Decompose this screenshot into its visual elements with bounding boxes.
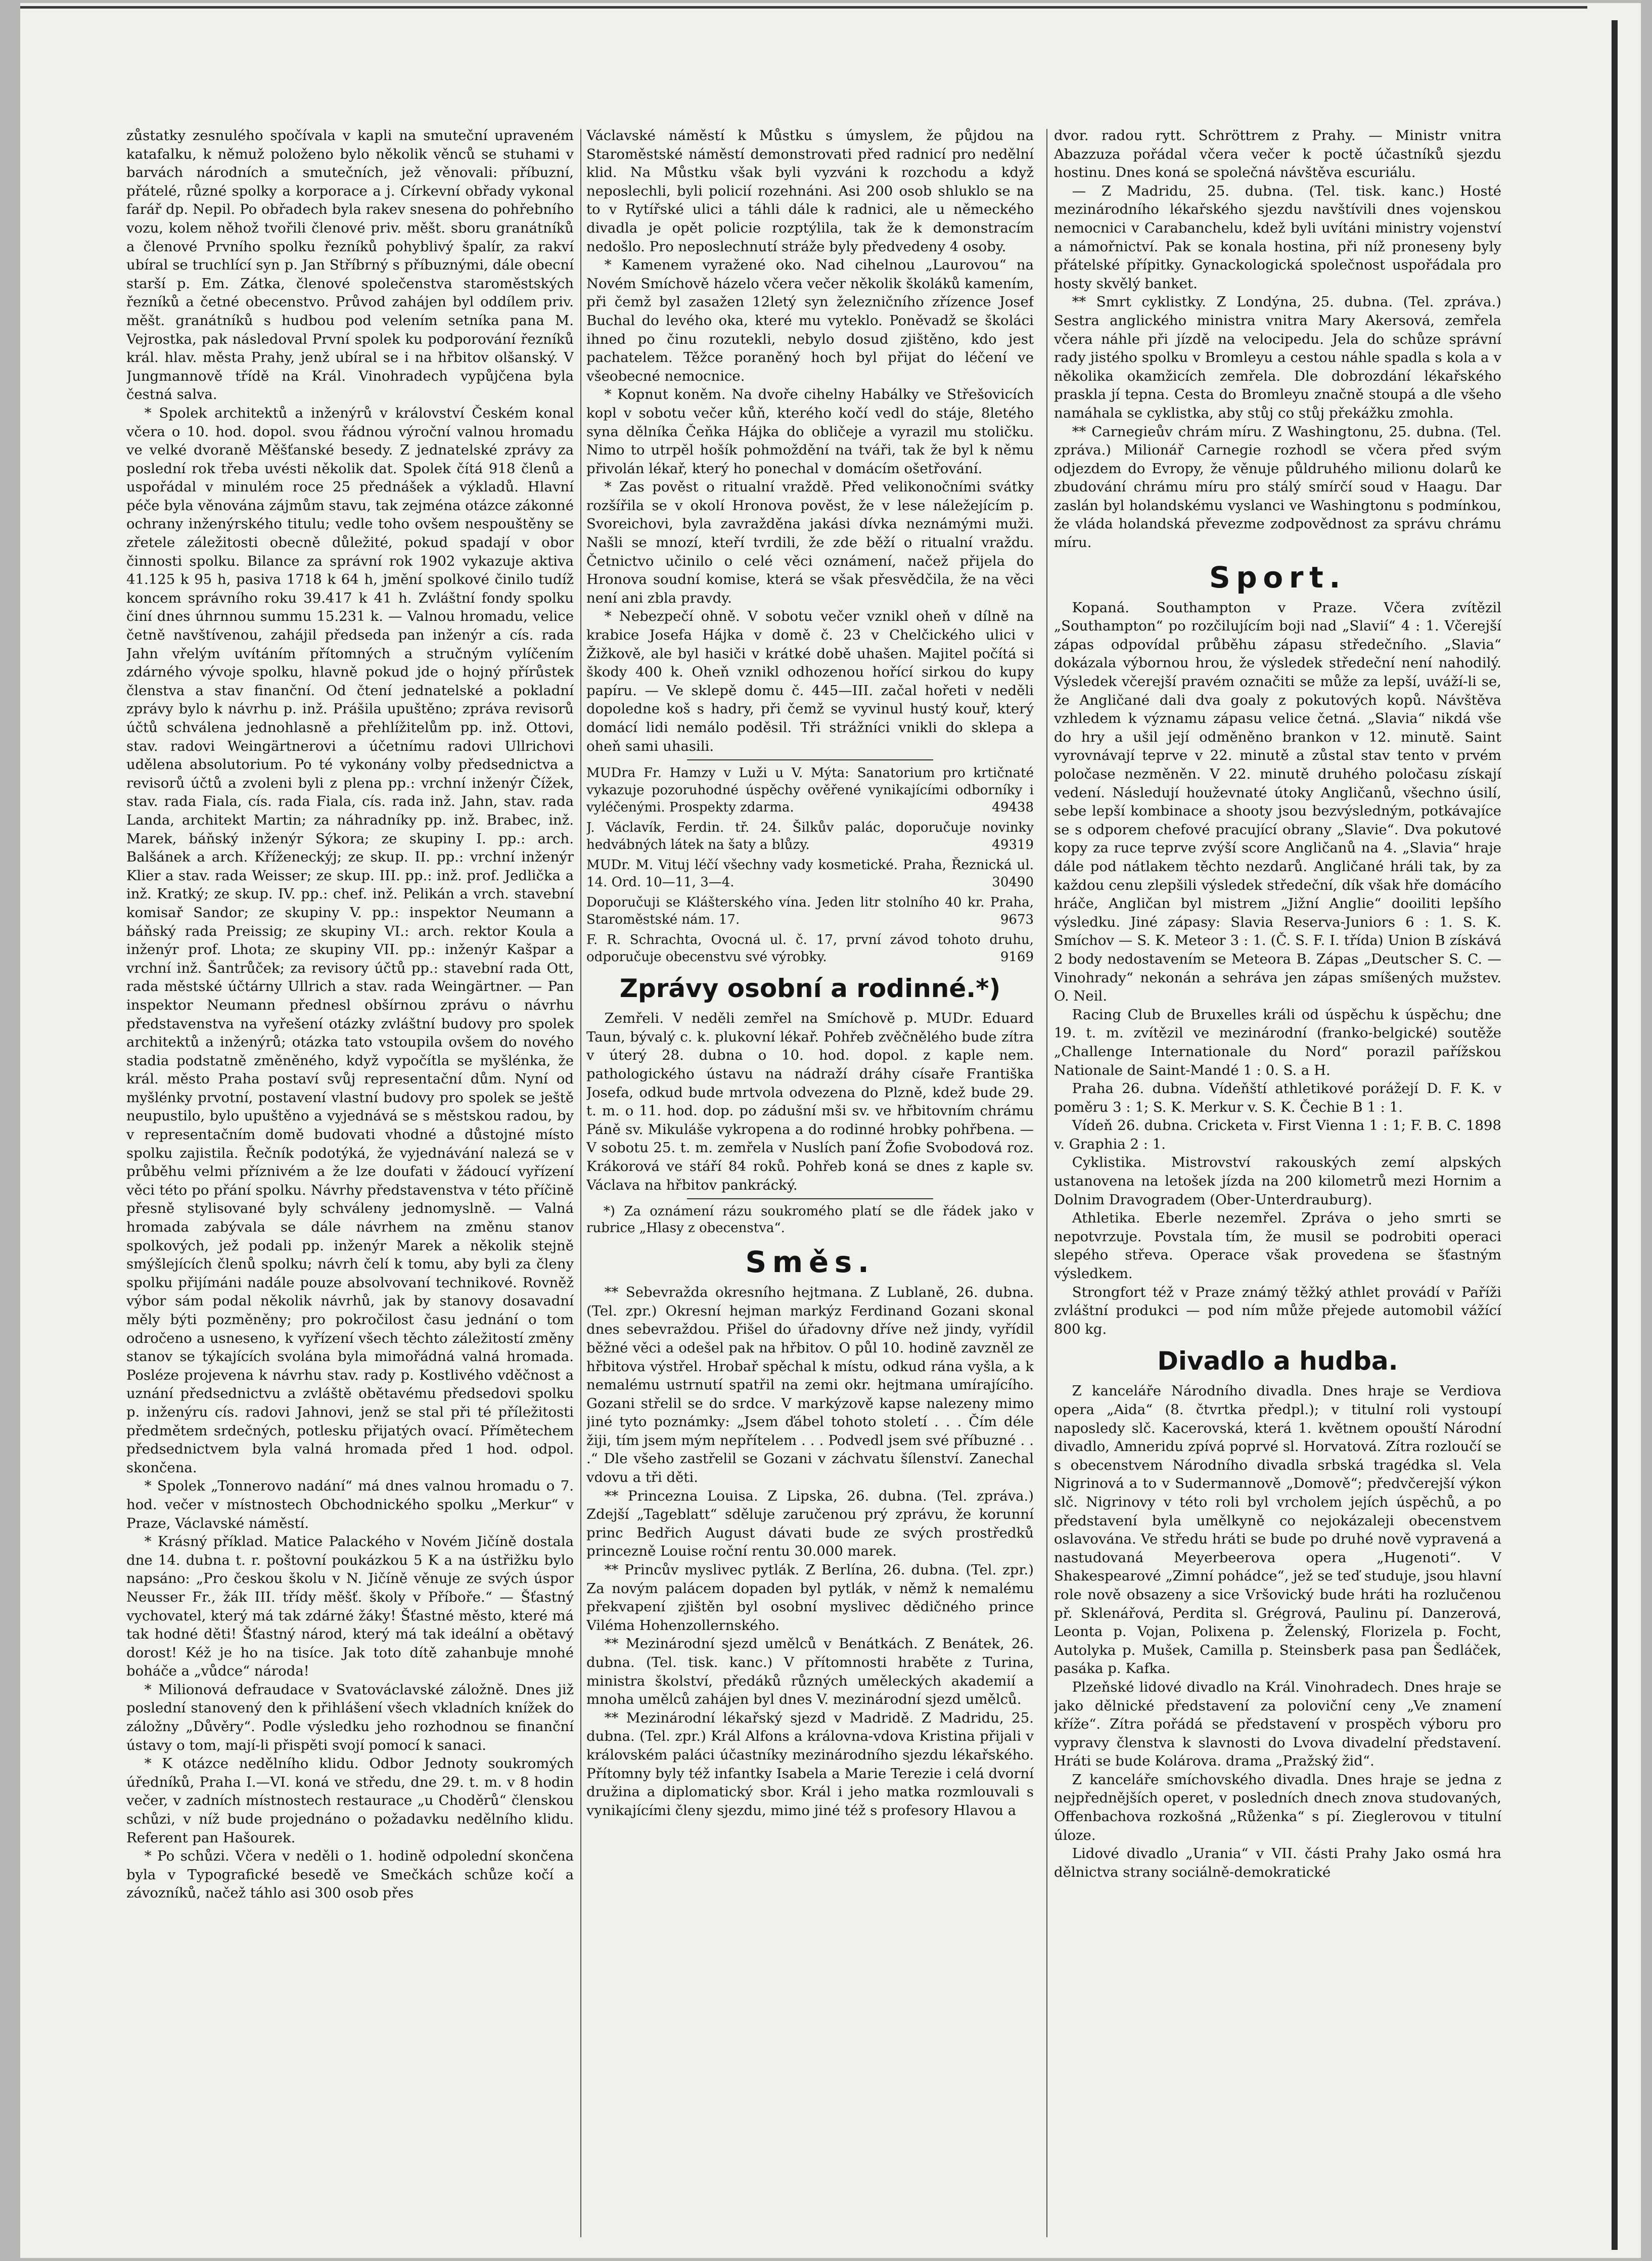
article-paragraph: Cyklistika. Mistrovství rakouských zemí alpských ustanovena na letošek jízda na 200 kilometrů mezi Hornim a Dolnim Dravogradem (Ober-Unterdrauburg). <box>1054 1154 1501 1208</box>
section-heading-personal: Zprávy osobní a rodinné.*) <box>619 974 1001 1004</box>
ad-number: 9169 <box>1000 949 1034 965</box>
advertisement <box>586 856 1034 891</box>
ad-number: 9673 <box>1000 912 1034 928</box>
article-paragraph: * Milionová defraudace v Svatováclavské záložně. Dnes již poslední stanovený den k přihlášení všech vkladních knížek do záložny „Důvěry“. Podle výsledku jeho rozhodnou se finanční ústavy o tom, mají-li přispěti svojí pomocí k sanaci. <box>126 1681 574 1753</box>
ad-text: Doporučuji se Klášterského vína. Jeden litr stolního 40 kr. Praha, Staroměstské nám. 17. <box>586 895 1034 928</box>
article-paragraph: * Krásný příklad. Matice Palackého v Novém Jičíně dostala dne 14. dubna t. r. poštovní poukázkou 5 K a na ústřižku bylo napsáno: „Pro českou školu v N. Jičíně věnuje ze svých úspor Neusser Fr., žák III. třídy měšť. školy v Příboře.“ — Šťastný vychovatel, který má tak zdárné žáky! Šťastné město, které má tak hodné děti! Šťastný národ, který má tak ideální a obětavý dorost! Kéž je ho na tisíce. Jak toto dítě zahanbuje mnohé boháče a „vůdce“ národa! <box>126 1533 574 1680</box>
ad-number: 49319 <box>992 837 1034 853</box>
article-paragraph: Lidové divadlo „Urania“ v VII. části Prahy Jako osmá hra dělnictva strany sociálně-demokratické <box>1054 1845 1501 1880</box>
article-paragraph: * Zas pověst o ritualní vraždě. Před velikonočními svátky rozšířila se v okolí Hronova pověst, že v lese náležejícím p. Svoreichovi, byla zavražděna jakási dívka neznámými muži. Našli se mnozí, kteří tvrdili, že zde běží o ritualní vraždu. Četnictvo učinilo o celé věci oznámení, načež přijela do Hronova soudní komise, která se však přesvědčila, že na věci není ani zbla pravdy. <box>586 479 1034 606</box>
article-paragraph: * Kamenem vyražené oko. Nad cihelnou „Laurovou“ na Novém Smíchově házelo včera večer několik školáků kamením, při čemž byl zasažen 12letý syn železničního zřízence Josef Buchal do levého oka, které mu vyteklo. Poněvadž se školáci ihned po činu rozutekli, nebylo dosud zjištěno, kdo jest pachatelem. Těžce poraněný hoch byl přijat do léčení ve všeobecné nemocnice. <box>586 257 1034 384</box>
advertisement <box>586 764 1034 816</box>
article-paragraph: ** Princův myslivec pytlák. Z Berlína, 26. dubna. (Tel. zpr.) Za novým palácem dopaden byl pytlák, v němž k nemalému překvapení zjištěn byl osobní myslivec dědičného prince Viléma Hohenzollernského. <box>586 1562 1034 1634</box>
advertisement <box>586 931 1034 966</box>
column-1 <box>126 126 574 2240</box>
article-paragraph: Z kanceláře smíchovského divadla. Dnes hraje se jedna z nejpřednějších operet, v posledních dnech znova studovaných, Offenbachova rozkošná „Růženka“ s pí. Zieglerovou v titulní úloze. <box>1054 1771 1501 1843</box>
article-paragraph: Athletika. Eberle nezemřel. Zpráva o jeho smrti se nepotvrzuje. Povstala tím, že musil se podrobiti operaci slepého střeva. Operace však provedena se šťastným výsledkem. <box>1054 1210 1501 1282</box>
article-paragraph: ** Mezinárodní sjezd umělců v Benátkách. Z Benátek, 26. dubna. (Tel. tisk. kanc.) V přítomnosti hraběte z Turina, ministra školství, předáků různých uměleckých akademií a mnoha umělců zahájen byl dnes V. mezinárodní sjezd umělců. <box>586 1636 1034 1708</box>
article-paragraph: ** Sebevražda okresního hejtmana. Z Lublaně, 26. dubna. (Tel. zpr.) Okresní hejman markýz Ferdinand Gozani skonal dnes sebevraždou. Přišel do úřadovny dříve než jindy, vyřídil běžné věci a odešel pak na hřbitov. O půl 10. hodině zavzněl ze hřbitova výstřel. Hrobař spěchal k místu, odkud rána vyšla, a k nemalému ustrnutí spatřil na zemi okr. hejtmana umírajícího. Gozani střelil se do srdce. V markýzově kapse nalezeny mimo jiné tyto poznámky: „Jsem ďábel tohoto století . . . Čím déle žiji, tím jsem mým nepřítelem . . . Podvedl jsem své příbuzné . . .“ Dle všeho zastřelil se Gozani v záchvatu šílenství. Zanechal vdovu a tři děti. <box>586 1284 1034 1486</box>
article-paragraph: ** Mezinárodní lékařský sjezd v Madridě. Z Madridu, 25. dubna. (Tel. zpr.) Král Alfons a královna-vdova Kristina přijali v královském paláci účastníky mezinárodního sjezdu lékařského. Přítomny byly též infantky Isabela a Marie Terezie i celá dvorní družina a diplomatický sbor. Král i jeho matka rozmlouvali s vynikajícími členy sjezdu, mimo jiné též s profesory Hlavou a <box>586 1709 1034 1819</box>
page-edge-shadow <box>1612 20 1618 2250</box>
ad-text: F. R. Schrachta, Ovocná ul. č. 17, první závod tohoto druhu, odporučuje obecenstvu své výrobky. <box>586 932 1034 965</box>
article-paragraph: Plzeňské lidové divadlo na Král. Vinohradech. Dnes hraje se jako dělnické představení za poloviční ceny „Ve znamení kříže“. Zítra pořádá se představení v prospěch výboru pro vypravy členstva k slavnosti do Lvova divadelní představení. Hráti se bude Kolárova. drama „Pražský žid“. <box>1054 1679 1501 1770</box>
article-paragraph: Z kanceláře Národního divadla. Dnes hraje se Verdiova opera „Aida“ (8. čtvrtka předpl.); v titulní roli vystoupí naposledy slč. Kacerovská, která 1. květnem opouští Národní divadlo, Amneridu zpívá poprvé sl. Horvatová. Zítra rozloučí se s obecenstvem Národního divadla srbská tragédka sl. Vela Nigrinová a to v Sudermannově „Domově“; předvčerejší výkon slč. Nigrinovy v této roli byl vrcholem jejích úspěchů, a po představení byla umělkyně co nejokázaleji obecenstvem oslavována. Ve středu hráti se bude po druhé nově vypravená a nastudovaná Meyerbeerova opera „Hugenoti“. V Shakespearové „Zimní pohádce“, jež se teď studuje, jsou hlavní role nově obsazeny a sice Vršovický bude hráti ha rozlučenou př. Sklenářová, Perdita sl. Grégrová, Paulinu pí. Danzerová, Leonta p. Vojan, Polixena p. Želenský, Florizela p. Focht, Autolyka p. Mušek, Camilla p. Steinsberk pasa pan Šedláček, pasáka p. Kafka. <box>1054 1383 1501 1677</box>
article-paragraph: Strongfort též v Praze známý těžký athlet provádí v Paříži zvláštní produkci — pod ním může přejede automobil vážící 800 kg. <box>1054 1284 1501 1337</box>
article-paragraph: Zemřeli. V neděli zemřel na Smíchově p. MUDr. Eduard Taun, bývalý c. k. plukovní lékař. Pohřeb zvěčnělého bude zítra v úterý 28. dubna o 10. hod. dopol. z kaple nem. pathologického ústavu na nádraží dráhy císaře Františka Josefa, odkud bude mrtvola odvezena do Plzně, kdež bude 29. t. m. o 11. hod. dop. po zádušní mši sv. ve hřbitovním chrámu Páně sv. Mikuláše vykropena a do rodinné hrobky pohřbena. — V sobotu 25. t. m. zemřela v Nuslích paní Žofie Svobodová roz. Krákorová ve stáří 84 roků. Pohřeb koná se dnes z kaple sv. Václava na hřbitov pankrácký. <box>586 1010 1034 1193</box>
article-paragraph: ** Smrt cyklistky. Z Londýna, 25. dubna. (Tel. zpráva.) Sestra anglického ministra vnitra Mary Akersová, zemřela včera náhle při jízdě na velocipedu. Jela do schůze správní rady jistého spolku v Bromleyu a cestou náhle spadla s kola a v několika okamžicích zemřela. Dle dobrozdání lékařského praskla jí tepna. Cesta do Bromleyu značně stoupá a dle všeho namáhala se cyklistka, aby stůj co stůj překážku zmohla. <box>1054 294 1501 421</box>
divider <box>687 1198 933 1199</box>
article-paragraph: * Nebezpečí ohně. V sobotu večer vznikl oheň v dílně na krabice Josefa Hájka v domě č. 23 v Chelčického ulici v Žižkově, ale byl hasiči v krátké době uhašen. Majitel počítá si škody 400 k. Oheň vznikl odhozenou hořící sirkou do kupy papíru. — Ve sklepě domu č. 445—III. začal hořeti v neděli dopoledne koš s hadry, při čemž se vyvinul hustý kouř, který domácí lidi nemálo poděsil. Tři strážníci vnikli do sklepa a oheň sami uhasili. <box>586 608 1034 754</box>
article-paragraph: dvor. radou rytt. Schröttrem z Prahy. — Ministr vnitra Abazzuza pořádal včera večer k poctě účastníků sjezdu hostinu. Dnes koná se společná návštěva escuriálu. <box>1054 127 1501 181</box>
article-paragraph: * Kopnut koněm. Na dvoře cihelny Habálky ve Střešovicích kopl v sobotu večer kůň, kterého kočí vedl do stáje, 8letého syna dělníka Čeňka Hájka do obličeje a vyrazil mu stoličku. Nimo to utrpěl hošík pohmoždění na tváři, tak že byl k němu přivolán lékař, který ho ponechal v domácím ošetřování. <box>586 386 1034 477</box>
footnote: *) Za oznámení rázu soukromého platí se dle řádek jako v rubrice „Hlasy z obecenstva“. <box>586 1204 1034 1236</box>
article-paragraph: Kopaná. Southampton v Praze. Včera zvítězil „Southampton“ po rozčilujícím boji nad „Slavií“ 4 : 1. Včerejší zápas odpovídal průběhu zápasu středečního. „Slavia“ dokázala výbornou hrou, že výsledek středeční není nahodilý. Výsledek včerejší pravém označiti se může za lepší, uváží-li se, že Angličané dali dva goaly z pokutových kopů. Návštěva vzhledem k významu zápasu velice četná. „Slavia“ nikdá vše do hry a ušil její odměněno brankon v 12. minutě. Saint vyrovnávají teprve v 22. minutě a zůstal stav tento v prvém poločase nezměněn. V 22. minutě druhého poločasu získají vedení. Následují houževnaté útoky Angličanů, všechno úsilí, sebe lepší kombinace a shooty jsou bezvýsledným, potkávajíce se s odporem chefové pracující obrany „Slavie“. Dva pokutové kopy za ruce teprve zvýší score Angličanů na 4. „Slavia“ hraje dále pod nátlakem těchto nezdarů. Angličané hráli tak, by za každou cenu zlepšili výsledek středeční, dík však hře domácího hráče, Angličan byl mistrem „Jižní Anglie“ dooiliti lepšího výsledku. Jiné zápasy: Slavia Reserva-Juniors 6 : 1. S. K. Smíchov — S. K. Meteor 3 : 1. (Č. S. F. I. třída) Union B získává 2 body nedostavením se Meteora B. Zápas „Deutscher S. C. — Vinohrady“ nekonán a sehráva jen zápas smíšených mužstev. O. Neil. <box>1054 599 1501 1005</box>
article-paragraph: ** Princezna Louisa. Z Lipska, 26. dubna. (Tel. zpráva.) Zdejší „Tageblatt“ sděluje zaručenou prý zprávu, že korunní princ Bedřich August dávati bude ze svých prostředků princezně Louise roční rentu 30.000 marek. <box>586 1487 1034 1560</box>
ad-number: 49438 <box>992 800 1034 816</box>
article-paragraph: * Spolek architektů a inženýrů v království Českém konal včera o 10. hod. dopol. svou řádnou výroční valnou hromadu ve velké dvoraně Měšťanské besedy. Z jednatelské zprávy za poslední rok třeba uvésti několik dat. Spolek čítá 918 členů a uspořádal v minulém roce 25 přednášek a výkladů. Hlavní péče byla věnována zájmům stavu, tak zejména otázce zákonné ochrany inženýrského titulu; vedle toho ovšem nespouštěny se zřetele záležitosti obecně důležité, pokud spadají v obor činnosti spolku. Bilance za správní rok 1902 vykazuje aktiva 41.125 k 95 h, pasiva 1718 k 64 h, jmění spolkové činilo tudíž koncem správního roku 39.417 k 41 h. Zvláštní fondy spolku činí dnes úhrnnou summu 15.231 k. — Valnou hromadu, velice četně navštívenou, zahájil předseda pan inženýr a cís. rada Jahn vřelým uvítáním přítomných a stručným vylíčením zdárného vývoje spolku, hlavně pokud jde o hojný přírůstek členstva a stav finanční. Od čtení jednatelské a pokladní zprávy bylo k návrhu p. inž. Prášila upuštěno; zpráva revisorů účtů schválena jednohlasně a přehlížitelům pp. inž. Ottovi, stav. radovi Weingärtnerovi a účetnímu radovi Ullrichovi udělena absolutorium. Po té vykonány volby předsednictva a revisorů účtů a zvoleni byli z plena pp.: vrchní inženýr Čížek, stav. rada Fiala, cís. rada Fiala, cís. rada inž. Jahn, stav. rada Landa, architekt Martin; za náhradníky pp. inž. Brabec, inž. Marek, báňský inženýr Sýkora; ze skupiny I. pp.: arch. Balšánek a arch. Kříženeckýj; ze skup. II. pp.: vrchní inženýr Klier a stav. rada Weisser; ze skup. III. pp.: inž. prof. Jedlička a inž. Kratký; ze skup. IV. pp.: chef. inž. Pelikán a vrch. stavební komisař Sandor; ze skupiny V. pp.: inspektor Neumann a báňský rada Preissig; ze skupiny VI.: arch. rektor Koula a inženýr prof. Lhota; ze skupiny VII. pp.: inženýr Kašpar a vrchní inž. Šantrůček; za revisory účtů pp.: stavební rada Ott, rada městské účtárny Ullrich a stav. rada Weingärtner. — Pan inspektor Neumann přednesl obšírnou zprávu o návrhu představenstva na vyřešení otázky zvláštní budovy pro spolek architektů a inženýrů; otázka tato vstoupila ovšem do nového stadia podstatně změněného, když vypočítla se myšlénka, že král. město Praha postaví svůj representační dům. Nyní od myšlénky prvotní, postavení vlastní budovy pro spolek se ještě neupustilo, bylo upuštěno a vyjednává se s městskou radou, by v representačním domě budovati vhodné a důstojné místo spolku zajistila. Řečník podotýká, že vyjednávání nalezá se v průběhu velmi příznivém a že lze doufati v žádoucí vyřízení věci této po přání spolku. Návrhy představenstva v této příčině přesně stylisované byly schváleny jednomyslně. — Valná hromada zabývala se dále návrhem na změnu stanov spolkových, jež podali pp. inženýr Marek a několik stejně smýšlejících členů spolku; návrh čelí k tomu, aby byli za členy spolku přijímáni nadále pouze absolvovaní technikové. Rovněž výbor sám podal několik návrhů, jak by stanovy dosavadní měly býti pozměněny; pro pokročilost času jednání o tom odročeno a usneseno, k vyřízení všech těchto záležitostí změny stanov se týkajících svolána byla mimořádná valná hromada. Posléze projevena k návrhu stav. rady p. Kostlivého vděčnost a uznání předsednictvu a zvláště obětavému předsedovi spolku p. inženýru cís. radovi Jahnovi, jenž se stal při té příležitosti předmětem srdečných, potlesku přijatých ovací. Přímětechem předsednictvem byla valná hromada před 1 hod. odpol. skončena. <box>126 404 574 1476</box>
section-heading-sport: Sport. <box>1209 560 1347 595</box>
ad-text: MUDr. M. Vituj léčí všechny vady kosmetické. Praha, Řeznická ul. 14. Ord. 10—11, 3—4. <box>586 857 1034 890</box>
article-paragraph: — Z Madridu, 25. dubna. (Tel. tisk. kanc.) Hosté mezinárodního lékařského sjezdu navštívili dnes vojenskou nemocnici v Carabanchelu, kdež byli uvítáni ministry vojenství a námořnictví. Pak se konala hostina, při níž proneseny byly přátelské přípitky. Gynackologická společnost uspořádala pro hosty skvělý banket. <box>1054 183 1501 292</box>
article-paragraph: ** Carnegieův chrám míru. Z Washingtonu, 25. dubna. (Tel. zpráva.) Milionář Carnegie rozhodl se včera před svým odjezdem do Evropy, že věnuje půldruhého milionu dolarů ke zbudování chrámu míru pro stálý smírčí soud v Haagu. Dar zaslán byl holandskému vyslanci ve Washingtonu s podmínkou, že vláda holandská převezme zodpovědnost za správu chrámu míru. <box>1054 423 1501 551</box>
column-3 <box>1054 126 1501 2240</box>
advertisement <box>586 894 1034 928</box>
column-rule <box>1046 129 1047 2237</box>
advertisement <box>586 819 1034 853</box>
top-border-line <box>20 6 1587 9</box>
article-paragraph: Václavské náměstí k Můstku s úmyslem, že půjdou na Staroměstské náměstí demonstrovati před radnicí pro nedělní klid. Na Můstku však byli vyzváni k rozchodu a když neposlechli, byli policií rozehnáni. Asi 200 osob shluklo se na to v Rytířské ulici a táhli dále k radnici, ale u německého divadla je opět policie rozptýlila, tak že k demonstracím nedošlo. Pro neposlechnutí stráže byly předvedeny 4 osoby. <box>586 127 1034 255</box>
ad-number: 30490 <box>992 875 1034 890</box>
article-paragraph: * K otázce nedělního klidu. Odbor Jednoty soukromých úředníků, Praha I.—VI. koná ve středu, dne 29. t. m. v 8 hodin večer, v zadních místnostech restaurace „u Choděrů“ členskou schůzi, v níž bude projednáno o požadavku nedělního klidu. Referent pan Hašourek. <box>126 1755 574 1846</box>
ad-text: J. Václavík, Ferdin. tř. 24. Šilkův palác, doporučuje novinky hedvábných látek na šaty a blůzy. <box>586 820 1034 853</box>
article-paragraph: Racing Club de Bruxelles králi od úspěchu k úspěchu; dne 19. t. m. zvítězil ve mezinárodní (franko-belgické) soutěže „Challenge Internationale du Nord“ porazil pařížskou Nationale de Saint-Mandé 1 : 0. S. a H. <box>1054 1006 1501 1078</box>
divider <box>687 759 933 760</box>
article-paragraph: zůstatky zesnulého spočívala v kapli na smuteční upraveném katafalku, k němuž položeno bylo několik věnců se stuhami v barvách národních a smutečních, jež věnovali: příbuzní, přátelé, různé spolky a korporace a j. Církevní obřady vykonal farář dp. Nepil. Po obřadech byla rakev snesena do pohřebního vozu, kolem něhož tvořili členové priv. měšt. sboru granátníků a členové Prvního spolku řezníků pohyblivý špalír, za rakví ubíral se truchlící syn p. Jan Stříbrný s příbuznými, dále obecní starší p. Em. Zátka, členové společenstva staroměstských řezníků a četné obecenstvo. Průvod zahájen byl oddílem priv. měšt. granátníků s hudbou pod velením setníka pana M. Vejrostka, pak následoval První spolek ku podporování řezníků král. hlav. města Prahy, jenž ubíral se i na hřbitov olšanský. V Jungmannově třídě na Král. Vinohradech vypůjčena byla čestná salva. <box>126 127 574 403</box>
article-paragraph: Vídeň 26. dubna. Cricketa v. First Vienna 1 : 1; F. B. C. 1898 v. Graphia 2 : 1. <box>1054 1117 1501 1152</box>
section-heading-smes: Směs. <box>745 1245 875 1280</box>
article-paragraph: Praha 26. dubna. Vídeňští athletikové porážejí D. F. K. v poměru 3 : 1; S. K. Merkur v. S. K. Čechie B 1 : 1. <box>1054 1080 1501 1115</box>
article-paragraph: * Spolek „Tonnerovo nadání“ má dnes valnou hromadu o 7. hod. večer v místnostech Obchodnického spolku „Merkur“ v Praze, Václavské náměstí. <box>126 1478 574 1531</box>
ad-text: MUDra Fr. Hamzy v Luži u V. Mýta: Sanatorium pro krtičnaté vykazuje pozoruhodné úspěchy ověřené vynikajícími odborníky i vyléčenými. Prospekty zdarma. <box>586 765 1034 816</box>
column-2 <box>586 126 1034 2240</box>
column-rule <box>580 129 581 2237</box>
section-heading-theatre: Divadlo a hudba. <box>1157 1346 1398 1376</box>
article-paragraph: * Po schůzi. Včera v neděli o 1. hodině odpolední skončena byla v Typografické besedě ve Smečkách schůze kočí a závozníků, načež táhlo asi 300 osob přes <box>126 1848 574 1902</box>
